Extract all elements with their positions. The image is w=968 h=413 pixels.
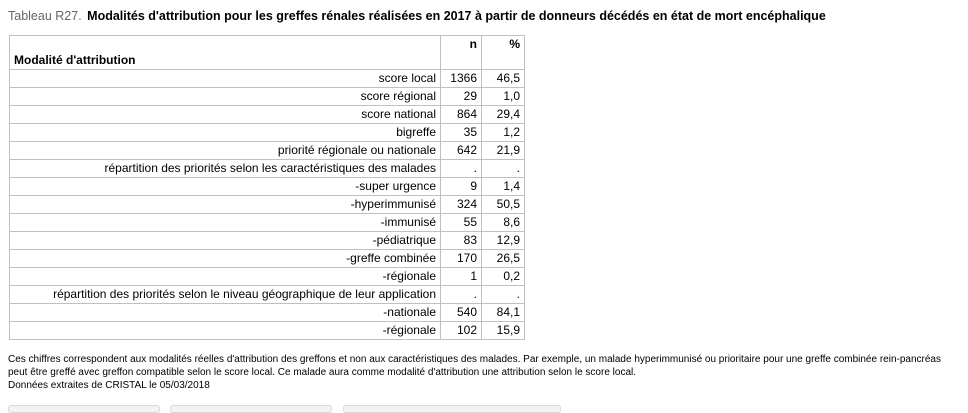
row-label: -greffe combinée (10, 250, 441, 268)
table-title (8, 9, 826, 23)
row-n: . (441, 160, 482, 178)
cutoff-button[interactable] (8, 405, 160, 413)
row-n: 864 (441, 106, 482, 124)
footnote-explanation: Ces chiffres correspondent aux modalités réelles d'attribution des greffons et non aux caractéristiques des malades. Par exemple, un malade hyperimmunisé ou prioritaire pour une greffe combinée rein-pancréas peut être greffé avec greffon compatible selon le score local. Ce malade aura comme modalité d'attribution une attribution selon le score local. (8, 354, 941, 378)
row-label: -nationale (10, 304, 441, 322)
row-label: -pédiatrique (10, 232, 441, 250)
table-row (10, 196, 525, 214)
row-n: 1366 (441, 70, 482, 88)
table-row (10, 250, 525, 268)
table-number: Tableau R27. (8, 9, 82, 23)
row-label: -super urgence (10, 178, 441, 196)
cutoff-button[interactable] (170, 405, 332, 413)
row-label: répartition des priorités selon les caractéristiques des malades (10, 160, 441, 178)
row-n: 1 (441, 268, 482, 286)
attribution-table (9, 35, 525, 340)
table-row (10, 70, 525, 88)
row-label: -régionale (10, 322, 441, 340)
row-n: 540 (441, 304, 482, 322)
row-label: répartition des priorités selon le niveau géographique de leur application (10, 286, 441, 304)
table-row (10, 268, 525, 286)
table-row (10, 232, 525, 250)
table-row (10, 304, 525, 322)
row-pct: 0,2 (482, 268, 525, 286)
row-pct: 50,5 (482, 196, 525, 214)
row-n: 29 (441, 88, 482, 106)
table-row (10, 124, 525, 142)
table-row (10, 106, 525, 124)
header-modalite: Modalité d'attribution (10, 36, 441, 70)
row-n: 55 (441, 214, 482, 232)
row-n: 102 (441, 322, 482, 340)
row-label: -hyperimmunisé (10, 196, 441, 214)
row-pct: . (482, 160, 525, 178)
row-label: score local (10, 70, 441, 88)
table-row (10, 322, 525, 340)
table-row (10, 160, 525, 178)
row-label: -immunisé (10, 214, 441, 232)
table-row (10, 178, 525, 196)
row-n: 324 (441, 196, 482, 214)
table-row (10, 88, 525, 106)
row-pct: 21,9 (482, 142, 525, 160)
row-pct: 1,2 (482, 124, 525, 142)
row-pct: . (482, 286, 525, 304)
row-pct: 1,0 (482, 88, 525, 106)
table-row (10, 142, 525, 160)
table-title-text: Modalités d'attribution pour les greffes rénales réalisées en 2017 à partir de donneurs décédés en état de mort encéphalique (87, 9, 826, 23)
row-pct: 46,5 (482, 70, 525, 88)
row-label: priorité régionale ou nationale (10, 142, 441, 160)
footnote (8, 353, 963, 392)
footnote-source: Données extraites de CRISTAL le 05/03/2018 (8, 380, 210, 391)
row-pct: 29,4 (482, 106, 525, 124)
row-label: bigreffe (10, 124, 441, 142)
row-n: 35 (441, 124, 482, 142)
row-n: 83 (441, 232, 482, 250)
row-pct: 1,4 (482, 178, 525, 196)
header-pct: % (482, 36, 525, 70)
row-label: score régional (10, 88, 441, 106)
row-pct: 12,9 (482, 232, 525, 250)
row-label: -régionale (10, 268, 441, 286)
table-row (10, 286, 525, 304)
row-label: score national (10, 106, 441, 124)
row-pct: 26,5 (482, 250, 525, 268)
row-pct: 84,1 (482, 304, 525, 322)
header-n: n (441, 36, 482, 70)
row-pct: 15,9 (482, 322, 525, 340)
row-n: 642 (441, 142, 482, 160)
row-n: 9 (441, 178, 482, 196)
row-pct: 8,6 (482, 214, 525, 232)
row-n: . (441, 286, 482, 304)
cutoff-button[interactable] (343, 405, 561, 413)
table-header-row (10, 36, 525, 70)
table-row (10, 214, 525, 232)
row-n: 170 (441, 250, 482, 268)
